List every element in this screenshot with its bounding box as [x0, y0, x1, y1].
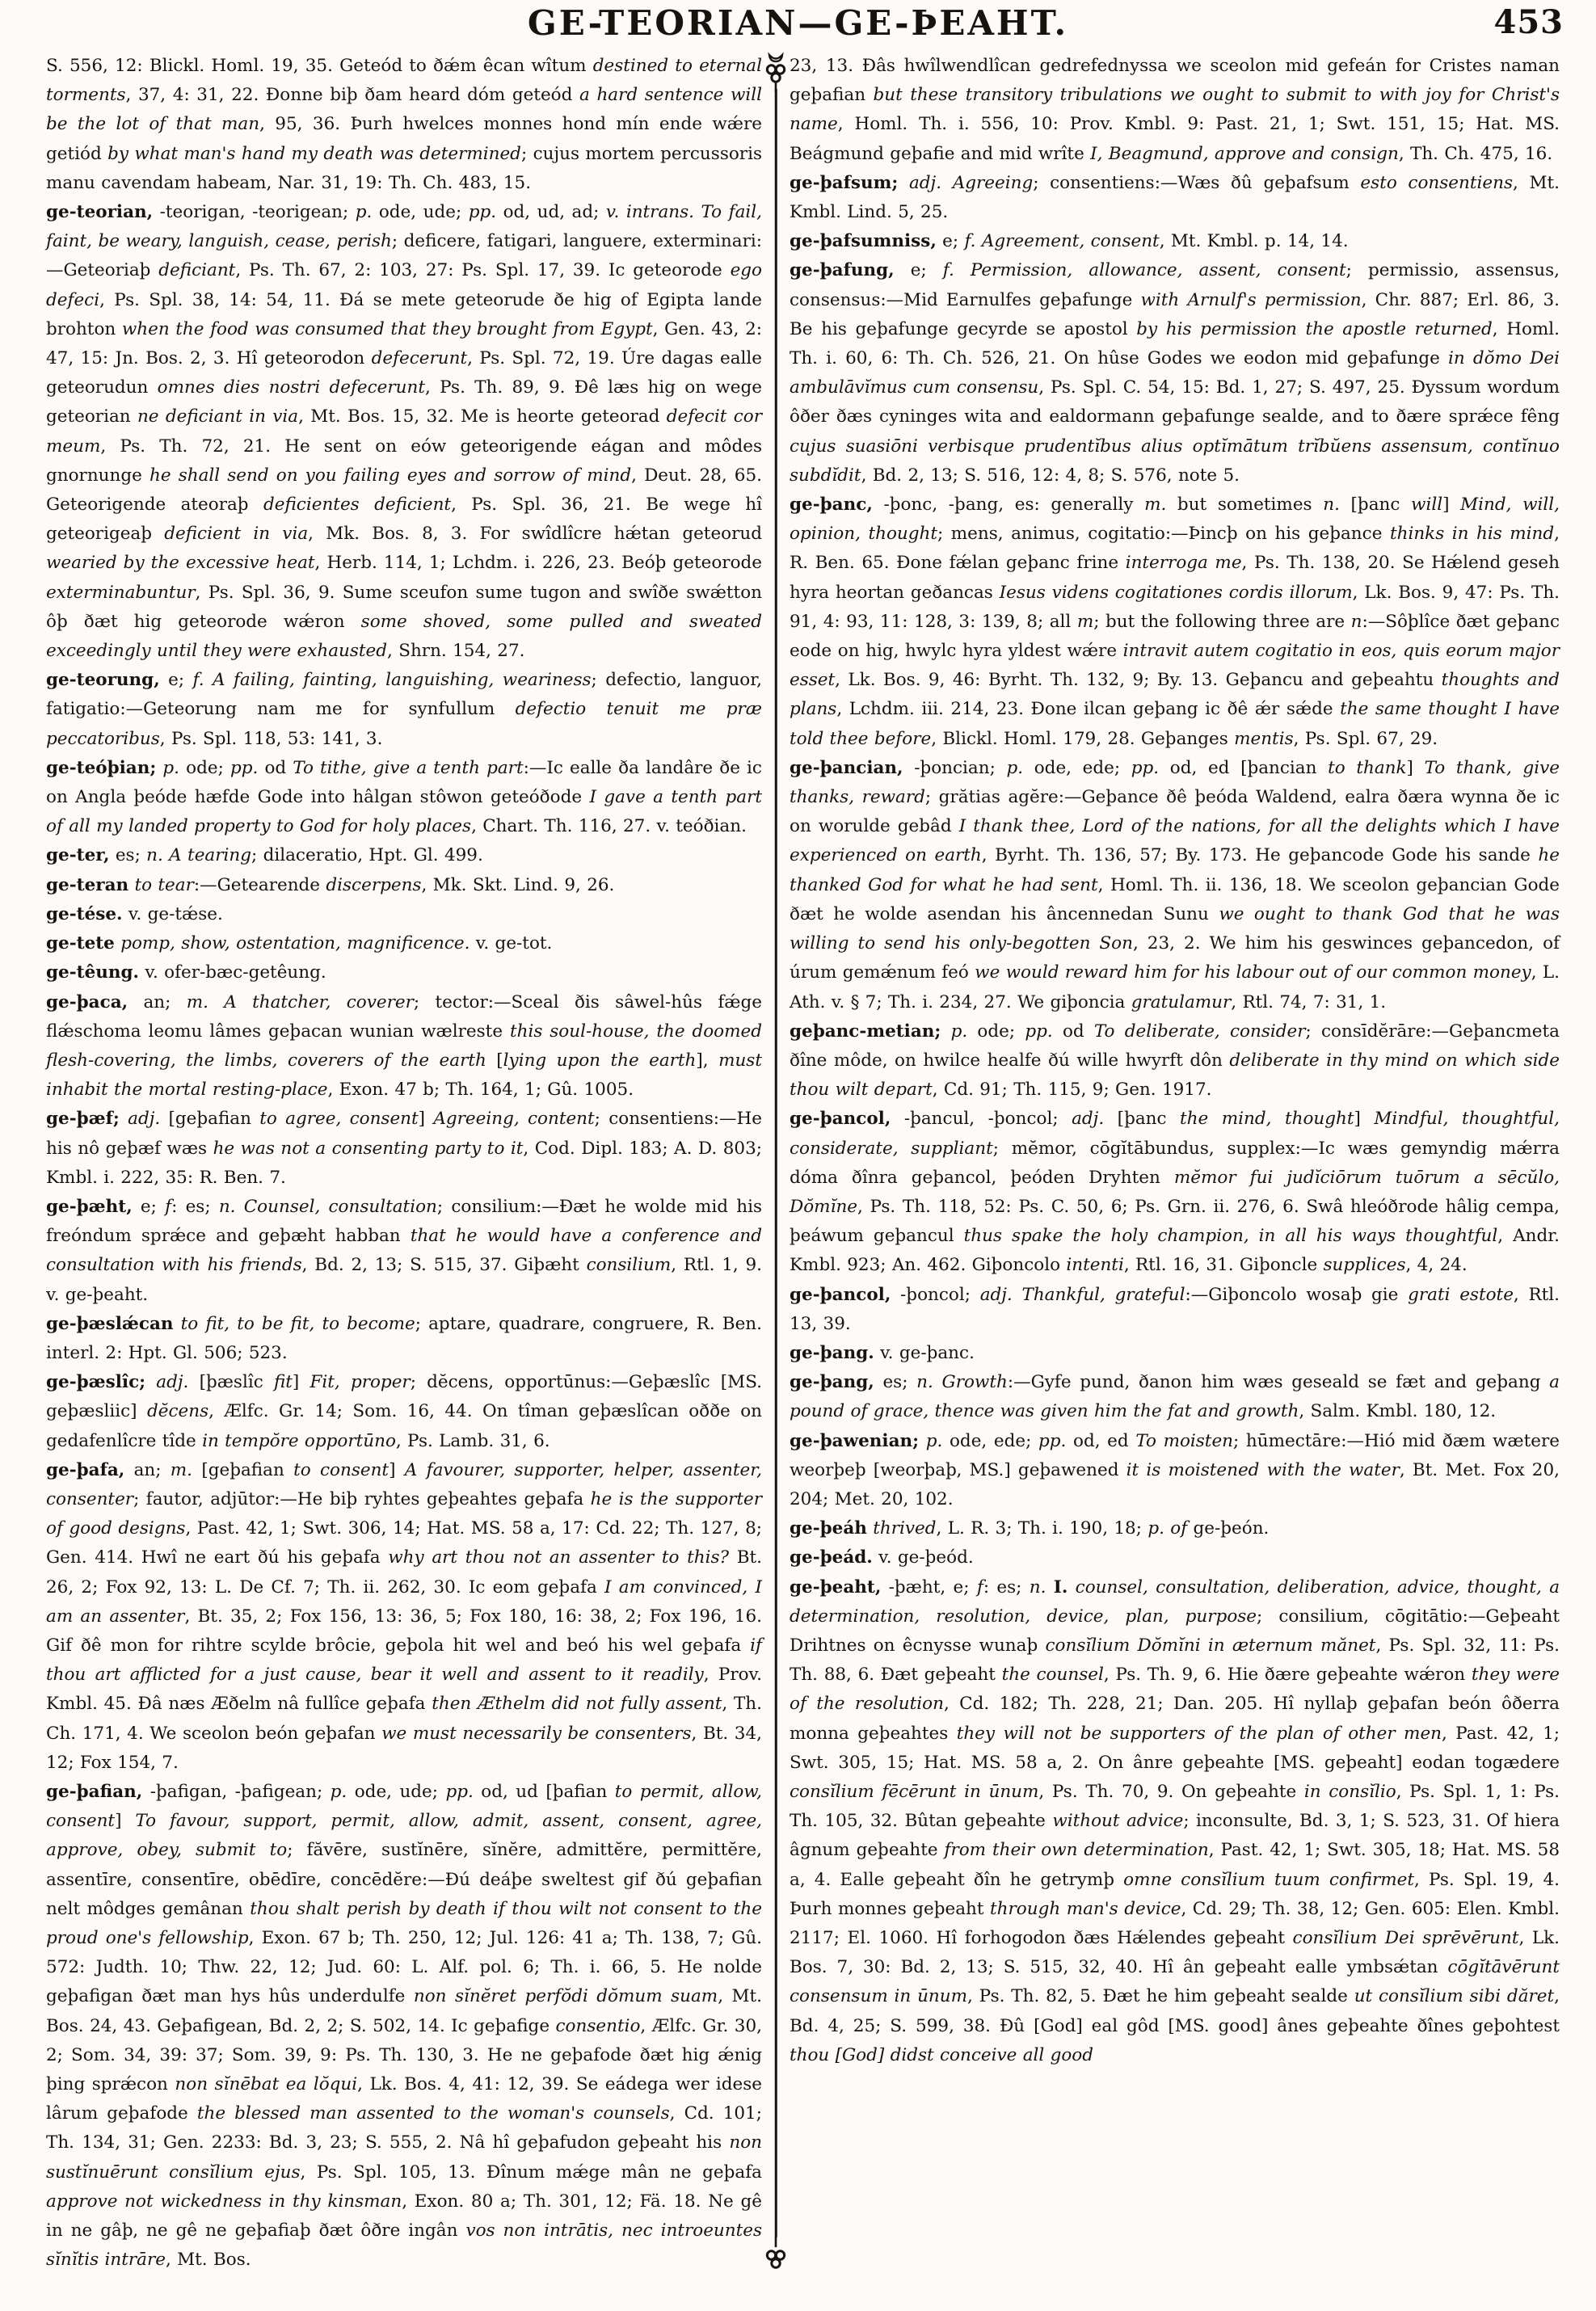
dictionary-entry: ge-þafung, e; f. Permission, allowance, assent, consent; permissio, assensus, consensus:—Mid Earnulfes geþafunge with Arnulf's permission, Chr. 887; Erl. 86, 3. Be his geþafunge gecyrde se apostol by his permission the apostle returned, Homl. Th. i. 60, 6: Th. Ch. 526, 21. On hûse Godes we eodon mid geþafunge in dŏmo Dei ambulāvĭmus cum consensu, Ps. Spl. C. 54, 15: Bd. 1, 27; S. 497, 25. Ðyssum wordum ôðer ðæs cyninges wita and ealdormann geþafunge sealde, and to ðære sprǽce fêng cujus suasiōni verbisque prudentĭbus alius optĭmātum trĭbŭens assensum, contĭnuo subdĭdit, Bd. 2, 13; S. 516, 12: 4, 8; S. 576, note 5.	[790, 260, 1560, 486]
dictionary-entry: ge-têung. v. ofer-bæc-getêung.	[46, 962, 326, 983]
running-title: GE-TEORIAN—GE-ÞEAHT.	[527, 3, 1069, 43]
divider-trefoil-bottom-icon	[762, 2237, 790, 2275]
dictionary-entry: ge-þæslǽcan to fit, to be fit, to become; aptare, quadrare, congruere, R. Ben. interl. 2: Hpt. Gl. 506; 523.	[46, 1313, 762, 1363]
dictionary-entry: ge-þawenian; p. ode, ede; pp. od, ed To moisten; hūmectāre:—Hió mid ðæm wætere weorþeþ [weorþaþ, MS.] geþawened it is moistened with the water, Bt. Met. Fox 20, 204; Met. 20, 102.	[790, 1430, 1560, 1509]
dictionary-entry: ge-þæslîc; adj. [þæslîc fit] Fit, proper; dĕcens, opportūnus:—Geþæslîc [MS. geþæsliic] dĕcens, Ælfc. Gr. 14; Som. 16, 44. On tîman geþæslîcan oððe on gedafenlîcre tîde in tempŏre opportūno, Ps. Lamb. 31, 6.	[46, 1372, 762, 1451]
dictionary-entry: ge-þafsum; adj. Agreeing; consentiens:—Wæs ðû geþafsum esto consentiens, Mt. Kmbl. Lind. 5, 25.	[790, 172, 1560, 223]
dictionary-entry: ge-þancian, -þoncian; p. ode, ede; pp. od, ed [þancian to thank] To thank, give thanks, reward; grătias agĕre:—Geþance ðê þeóda Waldend, ealra ðæra wynna ðe ic on worulde gebâd I thank thee, Lord of the nations, for all the delights which I have experienced on earth, Byrht. Th. 136, 57; By. 173. He geþancode Gode his sande he thanked God for what he had sent, Homl. Th. ii. 136, 18. We sceolon geþancian Gode ðæt he wolde asendan his âncennedan Sunu we ought to thank God that he was willing to send his only-begotten Son, 23, 2. We him his geswinces geþancedon, of úrum gemǽnum feó we would reward him for his labour out of our common money, L. Ath. v. § 7; Th. i. 234, 27. We giþoncia gratulamur, Rtl. 74, 7: 31, 1.	[790, 757, 1560, 1012]
dictionary-entry: S. 556, 12: Blickl. Homl. 19, 35. Geteód to ðǽm êcan wîtum destined to eternal torments, 37, 4: 31, 22. Ðonne biþ ðam heard dóm geteód a hard sentence will be the lot of that man, 95, 36. Þurh hwelces monnes hond mín ende wǽre getiód by what man's hand my death was determined; cujus mortem percussoris manu cavendam habeam, Nar. 31, 19: Th. Ch. 483, 15.	[46, 56, 762, 193]
text-columns	[46, 52, 1560, 2275]
column-divider	[762, 52, 790, 2275]
column-rule	[775, 89, 777, 2237]
page-number: 453	[1493, 3, 1564, 41]
dictionary-entry: ge-þang. v. ge-þanc.	[790, 1342, 975, 1363]
dictionary-entry: ge-þeáh thrived, L. R. 3; Th. i. 190, 18; p. of ge-þeón.	[790, 1518, 1270, 1539]
dictionary-entry: ge-þeád. v. ge-þeód.	[790, 1547, 974, 1568]
dictionary-entry: ge-teóþian; p. ode; pp. od To tithe, give a tenth part:—Ic ealle ða landâre ðe ic on Angla þeóde hæfde Gode into hâlgan stôwon geteóðode I gave a tenth part of all my landed property to God for holy places, Chart. Th. 116, 27. v. teóðian.	[46, 757, 762, 837]
dictionary-entry: ge-ter, es; n. A tearing; dilaceratio, Hpt. Gl. 499.	[46, 845, 483, 866]
dictionary-entry: geþanc-metian; p. ode; pp. od To deliberate, consider; consīdĕrāre:—Geþancmeta ðîne môde, on hwilce healfe ðú wille hwyrft dôn deliberate in thy mind on which side thou wilt depart, Cd. 91; Th. 115, 9; Gen. 1917.	[790, 1021, 1560, 1101]
dictionary-entry: ge-tete pomp, show, ostentation, magnificence. v. ge-tot.	[46, 933, 553, 954]
divider-trefoil-top-icon	[762, 52, 790, 92]
dictionary-entry: 23, 13. Ðâs hwîlwendlîcan gedrefednyssa we sceolon mid gefeán for Cristes naman geþafian but these transitory tribulations we ought to submit to with joy for Christ's name, Homl. Th. i. 556, 10: Prov. Kmbl. 9: Past. 21, 1; Swt. 151, 15; Hat. MS. Beágmund geþafie and mid wrîte I, Beagmund, approve and consign, Th. Ch. 475, 16.	[790, 56, 1560, 164]
dictionary-entry: ge-þæht, e; f: es; n. Counsel, consultation; consilium:—Ðæt he wolde mid his freóndum sprǽce and geþæht habban that he would have a conference and consultation with his friends, Bd. 2, 13; S. 515, 37. Giþæht consilium, Rtl. 1, 9. v. ge-þeaht.	[46, 1196, 763, 1305]
dictionary-entry: ge-þeaht, -þæht, e; f: es; n. I. counsel, consultation, deliberation, advice, thought, a determination, resolution, device, plan, purpose; consilium, cōgitātio:—Geþeaht Drihtnes on êcnysse wunaþ consĭlium Dŏmĭni in æternum mănet, Ps. Spl. 32, 11: Ps. Th. 88, 6. Ðæt geþeaht the counsel, Ps. Th. 9, 6. Hie ðære geþeahte wǽron they were of the resolution, Cd. 182; Th. 228, 21; Dan. 205. Hî nyllaþ geþafan beón ôðerra monna geþeahtes they will not be supporters of the plan of other men, Past. 42, 1; Swt. 305, 15; Hat. MS. 58 a, 2. On ânre geþeahte [MS. geþeaht] eodan togædere consĭlium fēcērunt in ūnum, Ps. Th. 70, 9. On geþeahte in consĭlio, Ps. Spl. 1, 1: Ps. Th. 105, 32. Bûtan geþeahte without advice; inconsulte, Bd. 3, 1; S. 523, 31. Of hiera âgnum geþeahte from their own determination, Past. 42, 1; Swt. 305, 18; Hat. MS. 58 a, 4. Ealle geþeaht ðîn he getrymþ omne consĭlium tuum confirmet, Ps. Spl. 19, 4. Þurh monnes geþeaht through man's device, Cd. 29; Th. 38, 12; Gen. 605: Elen. Kmbl. 2117; El. 1060. Hî forhogodon ðæs Hǽlendes geþeaht consĭlium Dei sprēvērunt, Lk. Bos. 7, 30: Bd. 2, 13; S. 515, 32, 40. Hî ân geþeaht ealle ymbsǽtan cōgĭtāvērunt consensum in ūnum, Ps. Th. 82, 5. Ðæt he him geþeaht sealde ut consĭlium sibi dăret, Bd. 4, 25; S. 599, 38. Ðû [God] eal gôd [MS. good] ânes geþeahte ðînes geþohtest thou [God] didst conceive all good	[790, 1576, 1560, 2065]
dictionary-entry: ge-þafian, -þafigan, -þafigean; p. ode, ude; pp. od, ud [þafian to permit, allow, consent] To favour, support, permit, allow, admit, assent, consent, agree, approve, obey, submit to; făvēre, sustĭnēre, sĭnĕre, admittĕre, permittĕre, assentīre, consentīre, obēdīre, concēdĕre:—Ðú deáþe sweltest gif ðú geþafian nelt môdges gemânan thou shalt perish by death if thou wilt not consent to the proud one's fellowship, Exon. 67 b; Th. 250, 12; Jul. 126: 41 a; Th. 138, 7; Gû. 572: Judth. 10; Thw. 22, 12; Jud. 60: L. Alf. pol. 6; Th. i. 66, 5. He nolde geþafigan ðæt man hys hûs underdulfe non sĭnĕret perfŏdi dŏmum suam, Mt. Bos. 24, 43. Geþafigean, Bd. 2, 2; S. 502, 14. Ic geþafige consentio, Ælfc. Gr. 30, 2; Som. 34, 39: 37; Som. 39, 9: Ps. Th. 130, 3. He ne geþafode ðæt hig ǽnig þing sprǽcon non sĭnēbat ea lŏqui, Lk. Bos. 4, 41: 12, 39. Se eádega wer idese lârum geþafode the blessed man assented to the woman's counsels, Cd. 101; Th. 134, 31; Gen. 2233: Bd. 3, 23; S. 555, 2. Nâ hî geþafudon geþeaht his non sustĭnuērunt consĭlium ejus, Ps. Spl. 105, 13. Ðînum mǽge mân ne geþafa approve not wickedness in thy kinsman, Exon. 80 a; Th. 301, 12; Fä. 18. Ne gê in ne gâþ, ne gê ne geþafiaþ ðæt ôðre ingân vos non intrātis, nec introeuntes sĭnĭtis intrāre, Mt. Bos.	[46, 1781, 763, 2271]
dictionary-entry: ge-tése. v. ge-tǽse.	[46, 903, 223, 924]
dictionary-entry: ge-þaca, an; m. A thatcher, coverer; tector:—Sceal ðis sâwel-hûs fǽge flǽschoma leomu lâmes geþacan wunian wælreste this soul-house, the doomed flesh-covering, the limbs, coverers of the earth [lying upon the earth], must inhabit the mortal resting-place, Exon. 47 b; Th. 164, 1; Gû. 1005.	[46, 991, 762, 1101]
dictionary-entry: ge-teorung, e; f. A failing, fainting, languishing, weariness; defectio, languor, fatigatio:—Geteorung nam me for synfullum defectio tenuit me præ peccatoribus, Ps. Spl. 118, 53: 141, 3.	[46, 670, 763, 749]
dictionary-entry: ge-þancol, -þancul, -þoncol; adj. [þanc the mind, thought] Mindful, thoughtful, considerate, suppliant; mĕmor, cōgĭtābundus, supplex:—Ic wæs gemyndig mǽrra dóma ðînra geþancol, þeóden Dryhten mĕmor fui judĭciōrum tuōrum a sēcŭlo, Dŏmĭne, Ps. Th. 118, 52: Ps. C. 50, 6; Ps. Grn. ii. 276, 6. Swâ hleóðrode hâlig cempa, þeáwum geþancul thus spake the holy champion, in all his ways thoughtful, Andr. Kmbl. 923; An. 462. Giþoncolo intenti, Rtl. 16, 31. Giþoncle supplices, 4, 24.	[790, 1109, 1560, 1276]
dictionary-entry: ge-þang, es; n. Growth:—Gyfe pund, ðanon him wæs geseald se fæt and geþang a pound of grace, thence was given him the fat and growth, Salm. Kmbl. 180, 12.	[790, 1372, 1560, 1422]
dictionary-entry: ge-teran to tear:—Getearende discerpens, Mk. Skt. Lind. 9, 26.	[46, 874, 615, 895]
dictionary-entry: ge-þafsumniss, e; f. Agreement, consent, Mt. Kmbl. p. 14, 14.	[790, 231, 1349, 252]
column-left	[46, 52, 762, 2275]
dictionary-entry: ge-þancol, -þoncol; adj. Thankful, grateful:—Giþoncolo wosaþ gie grati estote, Rtl. 13, 39.	[790, 1284, 1560, 1334]
dictionary-entry: ge-þæf; adj. [geþafian to agree, consent] Agreeing, content; consentiens:—He his nô geþæf wæs he was not a consenting party to it, Cod. Dipl. 183; A. D. 803; Kmbl. i. 222, 35: R. Ben. 7.	[46, 1109, 762, 1188]
dictionary-entry: ge-þanc, -þonc, -þang, es: generally m. but sometimes n. [þanc will] Mind, will, opinion, thought; mens, animus, cogitatio:—Þincþ on his geþance thinks in his mind, R. Ben. 65. Ðone fǽlan geþanc frine interroga me, Ps. Th. 138, 20. Se Hǽlend geseh hyra heortan geðancas Iesus videns cogitationes cordis illorum, Lk. Bos. 9, 47: Ps. Th. 91, 4: 93, 11: 128, 3: 139, 8; all m; but the following three are n:—Sôþlîce ðæt geþanc eode on hig, hwylc hyra yldest wǽre intravit autem cogitatio in eos, quis eorum major esset, Lk. Bos. 9, 46: Byrht. Th. 132, 9; By. 13. Geþancu and geþeahtu thoughts and plans, Lchdm. iii. 214, 23. Ðone ilcan geþang ic ðê ǽr sǽde the same thought I have told thee before, Blickl. Homl. 179, 28. Geþanges mentis, Ps. Spl. 67, 29.	[790, 495, 1560, 749]
column-right	[790, 52, 1560, 2275]
dictionary-entry: ge-teorian, -teorigan, -teorigean; p. ode, ude; pp. od, ud, ad; v. intrans. To fail, faint, be weary, languish, cease, perish; deficere, fatigari, languere, exterminari:—Geteoriaþ deficiant, Ps. Th. 67, 2: 103, 27: Ps. Spl. 17, 39. Ic geteorode ego defeci, Ps. Spl. 38, 14: 54, 11. Ðá se mete geteorude ðe hig of Egipta lande brohton when the food was consumed that they brought from Egypt, Gen. 43, 2: 47, 15: Jn. Bos. 2, 3. Hî geteorodon defecerunt, Ps. Spl. 72, 19. Úre dagas ealle geteorudun omnes dies nostri defecerunt, Ps. Th. 89, 9. Ðê læs hig on wege geteorian ne deficiant in via, Mt. Bos. 15, 32. Me is heorte geteorad defecit cor meum, Ps. Th. 72, 21. He sent on eów geteorigende eágan and môdes gnornunge he shall send on you failing eyes and sorrow of mind, Deut. 28, 65. Geteorigende ateoraþ deficientes deficient, Ps. Spl. 36, 21. Be wege hî geteorigeaþ deficient in via, Mk. Bos. 8, 3. For swîdlîcre hǽtan geteorud wearied by the excessive heat, Herb. 114, 1; Lchdm. i. 226, 23. Beóþ geteorode exterminabuntur, Ps. Spl. 36, 9. Sume sceufon sume tugon and swîðe swǽtton ôþ ðæt hig geteorode wǽron some shoved, some pulled and sweated exceedingly until they were exhausted, Shrn. 154, 27.	[46, 202, 763, 662]
dictionary-entry: ge-þafa, an; m. [geþafian to consent] A favourer, supporter, helper, assenter, consenter; fautor, adjūtor:—He biþ ryhtes geþeahtes geþafa he is the supporter of good designs, Past. 42, 1; Swt. 306, 14; Hat. MS. 58 a, 17: Cd. 22; Th. 127, 8; Gen. 414. Hwî ne eart ðú his geþafa why art thou not an assenter to this? Bt. 26, 2; Fox 92, 13: L. De Cf. 7; Th. ii. 262, 30. Ic eom geþafa I am convinced, I am an assenter, Bt. 35, 2; Fox 156, 13: 36, 5; Fox 180, 16: 38, 2; Fox 196, 16. Gif ðê mon for rihtre scylde brôcie, geþola hit wel and beó his wel geþafa if thou art afflicted for a just cause, bear it well and assent to it readily, Prov. Kmbl. 45. Ðâ næs Æðelm nâ fullîce geþafa then Æthelm did not fully assent, Th. Ch. 171, 4. We sceolon beón geþafan we must necessarily be consenters, Bt. 34, 12; Fox 154, 7.	[46, 1459, 763, 1773]
